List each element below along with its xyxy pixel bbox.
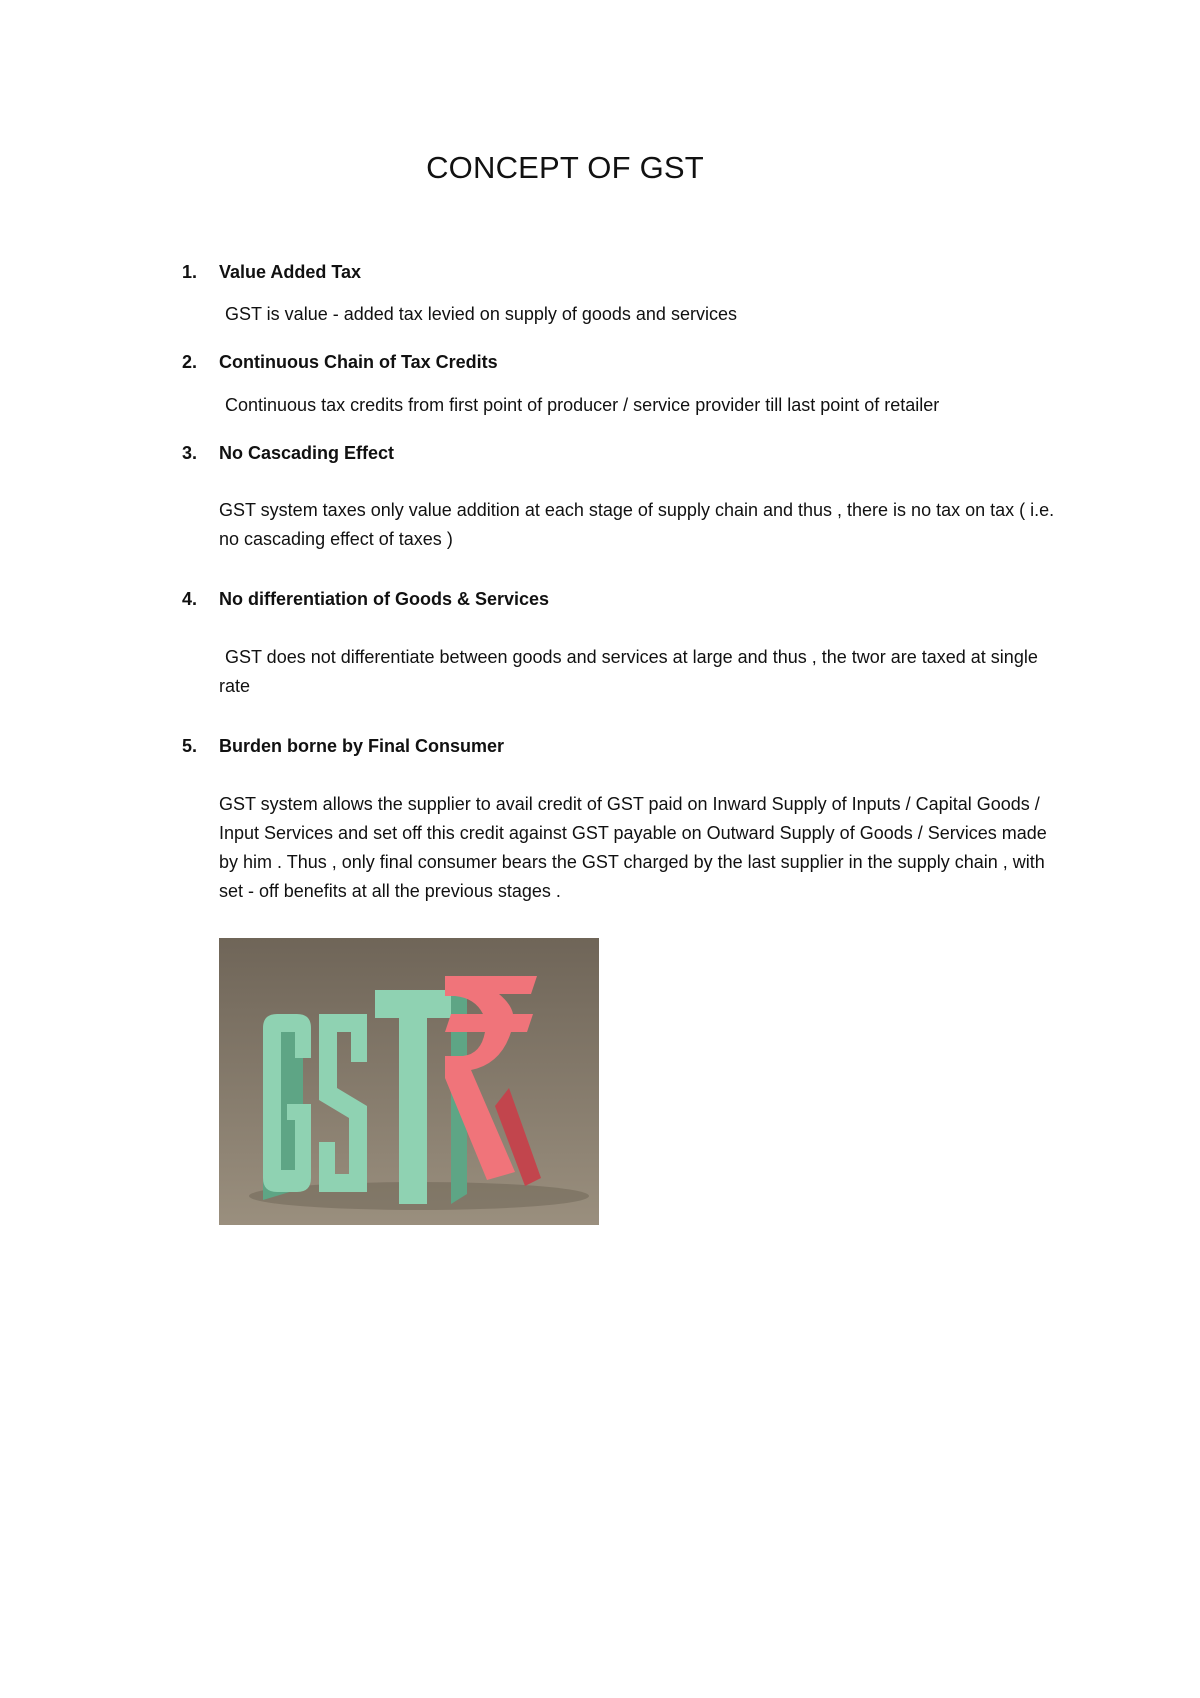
list-item-continuous-chain	[182, 350, 1062, 415]
item-number: 5.	[182, 736, 198, 756]
item-body: GST does not differentiate between goods and services at large and thus , the twor are taxed at single rate	[219, 647, 1038, 696]
item-number: 3.	[182, 443, 198, 463]
list-item-no-differentiation	[182, 587, 1062, 696]
item-body: GST system allows the supplier to avail credit of GST paid on Inward Supply of Inputs / Capital Goods / Input Services and set off this credit against GST payable on Outward Supply of Goods / Services made by him . Thus , only final consumer bears the GST charged by the last supplier in the supply chain , with set - off benefits at all the previous stages .	[219, 794, 1047, 901]
item-number: 2.	[182, 352, 198, 372]
gst-rupee-image	[219, 938, 599, 1225]
item-heading: Continuous Chain of Tax Credits	[219, 352, 498, 372]
item-body: Continuous tax credits from first point of producer / service provider till last point of retailer	[225, 395, 940, 415]
item-body: GST is value - added tax levied on supply of goods and services	[225, 304, 737, 324]
item-heading: Burden borne by Final Consumer	[219, 736, 505, 756]
item-heading: No differentiation of Goods & Services	[219, 589, 550, 609]
item-number: 4.	[182, 589, 198, 609]
page-title: CONCEPT OF GST	[426, 150, 704, 185]
item-body: GST system taxes only value addition at each stage of supply chain and thus , there is no tax on tax ( i.e. no cascading effect of taxes )	[219, 500, 1055, 549]
list-item-no-cascading	[182, 441, 1062, 549]
item-number: 1.	[182, 262, 198, 282]
list-item-burden-final-consumer	[182, 734, 1062, 901]
letter-g-shape	[263, 1014, 311, 1200]
item-heading: Value Added Tax	[219, 262, 362, 282]
item-heading: No Cascading Effect	[219, 443, 395, 463]
list-item-value-added-tax	[182, 260, 1062, 324]
